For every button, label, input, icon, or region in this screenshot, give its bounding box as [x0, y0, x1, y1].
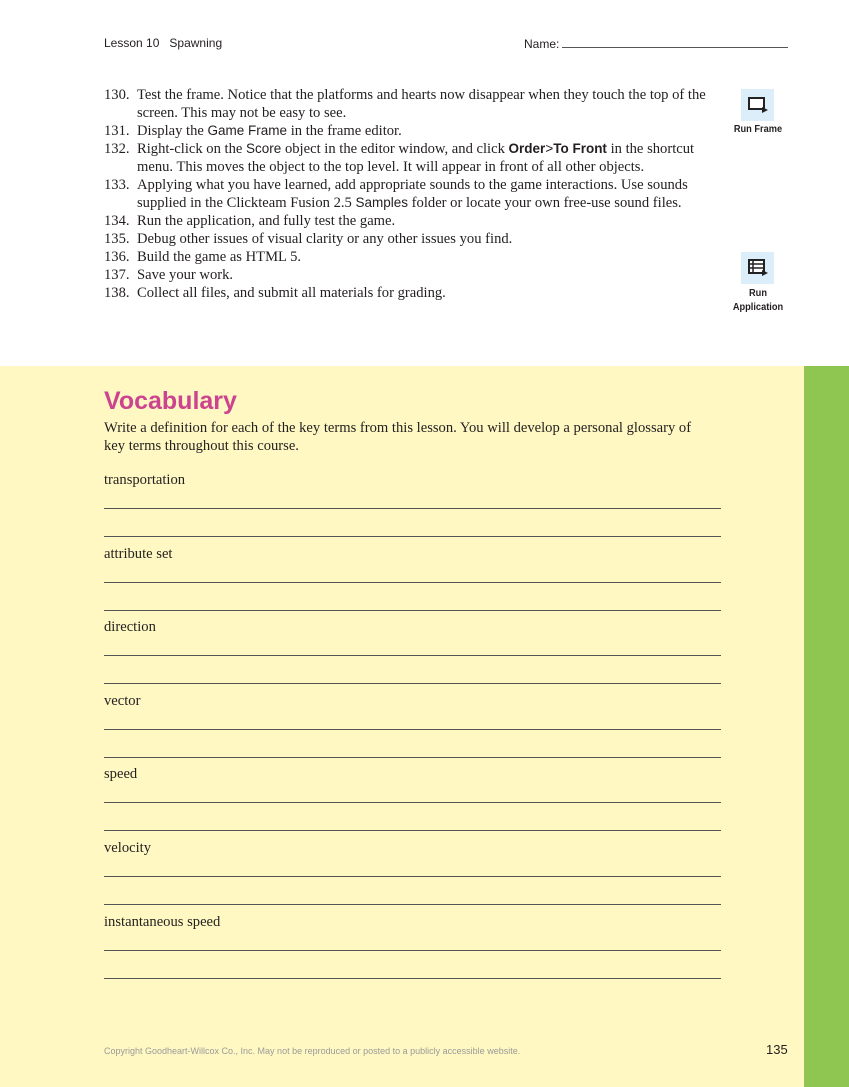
step-item	[104, 212, 724, 230]
vocab-term	[104, 693, 721, 767]
vocab-term	[104, 766, 721, 840]
vocab-term	[104, 546, 721, 620]
step-item	[104, 176, 724, 212]
lesson-number: Lesson 10	[104, 36, 160, 50]
ui-term: To Front	[553, 141, 607, 156]
step-text: Display the	[137, 123, 208, 139]
step-item	[104, 140, 724, 176]
definition-line[interactable]	[104, 830, 721, 831]
step-item	[104, 86, 724, 122]
step-item	[104, 230, 724, 248]
definition-line[interactable]	[104, 610, 721, 611]
vocabulary-title: Vocabulary	[104, 387, 237, 415]
step-text: in the frame editor.	[287, 123, 402, 139]
step-text: Save your work.	[137, 267, 234, 283]
lesson-title: Spawning	[169, 36, 223, 50]
step-list	[104, 86, 724, 302]
definition-line[interactable]	[104, 729, 721, 730]
definition-line[interactable]	[104, 757, 721, 758]
vocab-term-label: speed	[104, 766, 138, 783]
step-item	[104, 284, 724, 302]
definition-line[interactable]	[104, 802, 721, 803]
definition-line[interactable]	[104, 978, 721, 979]
run-application-label-line1: Run	[749, 287, 767, 299]
ui-term: Game Frame	[207, 123, 288, 138]
step-number: 138.	[104, 285, 130, 301]
step-item	[104, 248, 724, 266]
ui-term: Score	[246, 141, 282, 156]
step-number: 134.	[104, 213, 130, 229]
step-text: Run the application, and fully test the game.	[137, 213, 396, 229]
run-frame-icon	[747, 95, 769, 115]
vocab-term	[104, 619, 721, 693]
step-text: Build the game as HTML 5.	[137, 249, 302, 265]
step-text: Debug other issues of visual clarity or any other issues you find.	[137, 231, 513, 247]
step-number: 130.	[104, 87, 130, 103]
definition-line[interactable]	[104, 655, 721, 656]
ui-term: >	[545, 141, 554, 156]
vocab-term	[104, 914, 721, 988]
page-number: 135	[766, 1042, 788, 1057]
definition-line[interactable]	[104, 536, 721, 537]
step-item	[104, 122, 724, 140]
vocab-term-label: attribute set	[104, 545, 173, 562]
vocabulary-intro: Write a definition for each of the key terms from this lesson. You will develop a personal glossary of key terms throughout this course.	[104, 420, 692, 454]
copyright-notice: Copyright Goodheart-Willcox Co., Inc. May not be reproduced or posted to a publicly accessible website.	[104, 1046, 521, 1056]
vocab-term	[104, 472, 721, 546]
side-accent-bar	[804, 366, 849, 1087]
vocabulary-terms	[104, 472, 721, 987]
definition-line[interactable]	[104, 950, 721, 951]
ui-term: Order	[508, 141, 546, 156]
run-frame-label: Run Frame	[733, 123, 783, 135]
vocab-term-label: vector	[104, 692, 141, 709]
definition-line[interactable]	[104, 582, 721, 583]
step-text: Collect all files, and submit all materials for grading.	[137, 285, 446, 301]
vocab-term-label: instantaneous speed	[104, 913, 221, 930]
name-input-line[interactable]	[562, 36, 788, 48]
step-item	[104, 266, 724, 284]
step-text: object in the editor window, and click	[281, 141, 509, 157]
run-application-label	[714, 286, 802, 314]
run-application-button[interactable]	[741, 252, 774, 284]
definition-line[interactable]	[104, 508, 721, 509]
name-label: Name:	[524, 37, 560, 51]
step-number: 133.	[104, 177, 130, 193]
definition-line[interactable]	[104, 683, 721, 684]
run-application-icon	[747, 258, 769, 278]
step-number: 137.	[104, 267, 130, 283]
step-text: in the shortcut menu. This moves the object to the top level. It will appear in front of all other objects.	[137, 141, 695, 175]
step-number: 136.	[104, 249, 130, 265]
lesson-header	[104, 36, 222, 50]
ui-term: Samples	[355, 195, 409, 210]
vocab-term	[104, 840, 721, 914]
run-frame-button[interactable]	[741, 89, 774, 121]
step-text: Test the frame. Notice that the platforms and hearts now disappear when they touch the top of the screen. This may not be easy to see.	[137, 87, 706, 121]
step-text: folder or locate your own free-use sound files.	[408, 195, 682, 211]
vocab-term-label: velocity	[104, 839, 152, 856]
run-application-label-line2: Application	[732, 301, 784, 313]
definition-line[interactable]	[104, 904, 721, 905]
step-number: 135.	[104, 231, 130, 247]
name-field	[524, 36, 788, 51]
step-text: Right-click on the	[137, 141, 247, 157]
step-text: Applying what you have learned, add appropriate sounds to the game interactions. Use sounds supplied in the Clickteam Fusion 2.5	[137, 177, 688, 211]
vocab-term-label: transportation	[104, 472, 186, 488]
definition-line[interactable]	[104, 876, 721, 877]
step-number: 132.	[104, 141, 130, 157]
step-number: 131.	[104, 123, 130, 139]
vocab-term-label: direction	[104, 619, 156, 636]
